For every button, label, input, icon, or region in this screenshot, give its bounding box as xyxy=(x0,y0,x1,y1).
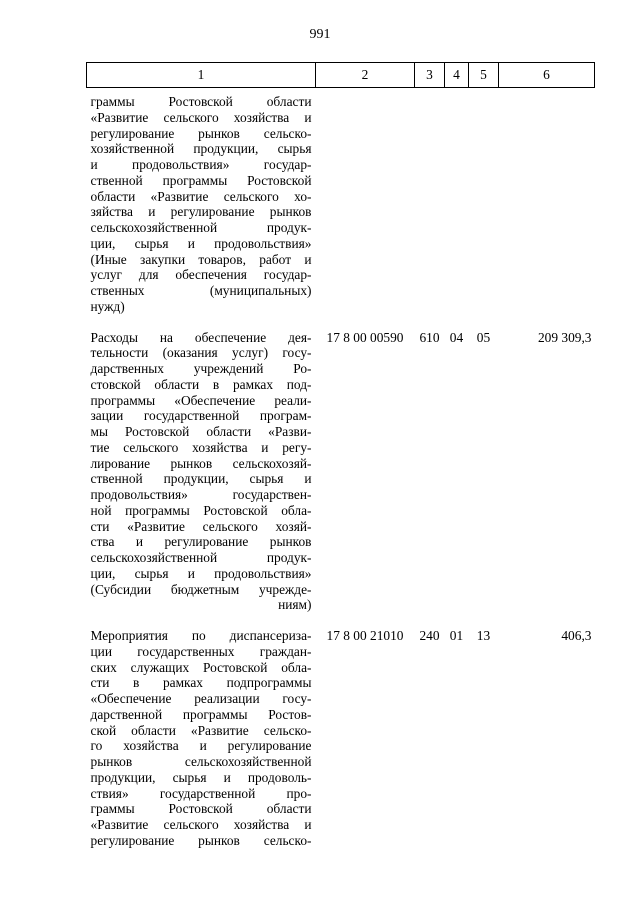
row-code: 17 8 00 21010 xyxy=(326,628,404,643)
row-code: 17 8 00 00590 xyxy=(326,329,404,345)
header-col-3: 3 xyxy=(415,63,445,88)
row-name-line: (Иные закупки товаров, работ и xyxy=(90,251,312,267)
row-c3 xyxy=(415,88,445,330)
table-row xyxy=(87,628,595,849)
row-name-line: стовской области в рамках под- xyxy=(90,376,312,392)
row-name-line: «Развитие сельского хозяйства и xyxy=(90,109,312,125)
row-sum: 209 309,3 xyxy=(537,329,592,345)
row-name-line: хозяйственной продукции, сырья xyxy=(90,141,312,157)
row-name-line: и продовольствия» государ- xyxy=(90,157,312,172)
row-name-line: граммы Ростовской области xyxy=(90,94,312,109)
row-name-line: Мероприятия по диспансеризa- xyxy=(90,628,312,643)
row-name-line: ственной продукции, сырья и xyxy=(90,471,312,487)
row-name-line: ции, сырья и продовольствия» xyxy=(90,565,312,581)
header-col-4: 4 xyxy=(445,63,469,88)
row-name-line: дарственных учреждений Ро- xyxy=(90,361,312,376)
row-c4 xyxy=(445,88,469,330)
row-name-line: услуг для обеспечения государ- xyxy=(90,267,312,283)
row-name-line: «Обеспечение реализации госу- xyxy=(90,691,312,706)
row-name-line: продовольствия» государствен- xyxy=(90,487,312,502)
header-col-1: 1 xyxy=(87,63,316,88)
row-name-line: программы «Обеспечение реали- xyxy=(90,392,312,408)
row-name-line: ской области «Развитие сельско- xyxy=(90,722,312,738)
row-c3: 610 xyxy=(419,329,440,345)
row-name-line: ниям) xyxy=(278,597,312,613)
row-name-line: сти «Развитие сельского хозяй- xyxy=(90,518,312,534)
row-name xyxy=(87,88,316,330)
row-name-line: области «Развитие сельского хо- xyxy=(90,188,312,204)
row-name-line: (Субсидии бюджетным учрежде- xyxy=(90,581,312,597)
row-name-line: ствия» государственной про- xyxy=(90,785,312,801)
row-name-line: тие сельского хозяйства и регу- xyxy=(90,439,312,455)
row-name-line: «Развитие сельского хозяйства и xyxy=(90,817,312,832)
row-name-line: сельскохозяйственной продук- xyxy=(90,220,312,235)
header-col-5: 5 xyxy=(469,63,499,88)
row-name-line: дарственной программы Ростов- xyxy=(90,706,312,722)
row-name-line: ственных (муниципальных) xyxy=(90,283,312,298)
row-name-line: ских служащих Ростовской обла- xyxy=(90,659,312,675)
table-row xyxy=(87,330,595,629)
row-name-line: регулирование рынков сельско- xyxy=(90,832,312,848)
row-code xyxy=(316,88,415,330)
row-name-line: сельскохозяйственной продук- xyxy=(90,550,312,565)
row-name-line: продукции, сырья и продоволь- xyxy=(90,769,312,785)
row-name xyxy=(87,330,316,629)
row-c4: 04 xyxy=(449,329,464,345)
row-name-line: лирование рынков сельскохозяй- xyxy=(90,455,312,471)
row-c3: 240 xyxy=(419,628,440,643)
row-name-line: зации государственной програм- xyxy=(90,408,312,424)
row-sum: 406,3 xyxy=(561,628,592,643)
budget-table xyxy=(86,62,595,849)
table-row xyxy=(87,88,595,330)
row-sum xyxy=(499,88,595,330)
row-name-line: ственной программы Ростовской xyxy=(90,172,312,188)
row-name-line: мы Ростовской области «Разви- xyxy=(90,424,312,439)
row-name-line: зяйства и регулирование рынков xyxy=(90,204,312,220)
row-name-line: ции государственных граждан- xyxy=(90,643,312,659)
row-c5: 05 xyxy=(476,329,491,345)
header-row xyxy=(87,63,595,88)
row-c4: 01 xyxy=(449,628,464,643)
row-name-line: рынков сельскохозяйственной xyxy=(90,754,312,769)
row-c5 xyxy=(469,88,499,330)
row-name-line: ства и регулирование рынков xyxy=(90,534,312,550)
row-name-line: сти в рамках подпрограммы xyxy=(90,675,312,691)
row-name-line: ции, сырья и продовольствия» xyxy=(90,235,312,251)
row-name-line: ной программы Ростовской обла- xyxy=(90,502,312,518)
row-name-line: регулирование рынков сельско- xyxy=(90,125,312,141)
row-name xyxy=(87,628,316,849)
header-col-2: 2 xyxy=(316,63,415,88)
row-name-line: Расходы на обеспечение дея- xyxy=(90,329,312,345)
row-name-line: го хозяйства и регулирование xyxy=(90,738,312,754)
row-c5: 13 xyxy=(476,628,491,643)
row-name-line: граммы Ростовской области xyxy=(90,801,312,817)
header-col-6: 6 xyxy=(499,63,595,88)
page-number: 991 xyxy=(309,27,331,42)
row-name-line: нужд) xyxy=(90,298,125,314)
row-name-line: тельности (оказания услуг) госу- xyxy=(90,345,312,361)
